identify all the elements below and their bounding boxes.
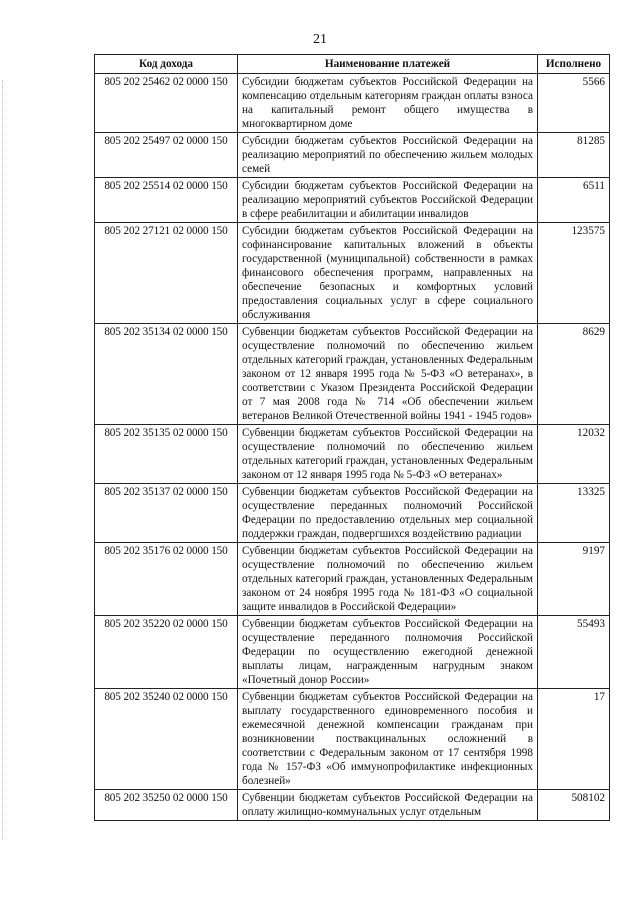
income-code-cell: 805 202 25514 02 0000 150: [95, 178, 238, 223]
table-row: [95, 543, 610, 616]
payment-name-cell: Субвенции бюджетам субъектов Российской Федерации на выплату государственного единовременного пособия и ежемесячной денежной компенсации гражданам при возникновении поствакцинальных осложнений в соответствии с Федеральным законом от 17 сентября 1998 года № 157-ФЗ «Об иммунопрофилактике инфекционных болезней»: [238, 689, 538, 790]
table-row: [95, 484, 610, 543]
executed-amount-cell: 13325: [538, 484, 610, 543]
income-code-cell: 805 202 35240 02 0000 150: [95, 689, 238, 790]
executed-amount-cell: 9197: [538, 543, 610, 616]
table-row: [95, 178, 610, 223]
table-row: [95, 616, 610, 689]
table-row: [95, 324, 610, 425]
executed-amount-cell: 8629: [538, 324, 610, 425]
executed-amount-cell: 123575: [538, 223, 610, 324]
page-number: 21: [313, 32, 327, 47]
table-row: [95, 74, 610, 133]
table-row: [95, 223, 610, 324]
payment-name-cell: Субвенции бюджетам субъектов Российской Федерации на оплату жилищно-коммунальных услуг отдельным: [238, 790, 538, 821]
table-row: [95, 790, 610, 821]
header-income-code: Код дохода: [95, 55, 238, 74]
executed-amount-cell: 55493: [538, 616, 610, 689]
executed-amount-cell: 6511: [538, 178, 610, 223]
payment-name-cell: Субсидии бюджетам субъектов Российской Федерации на софинансирование капитальных вложений в объекты государственной (муниципальной) собственности в рамках финансового обеспечения программ, направленных на обеспечение безопасных и комфортных условий предоставления социальных услуг в сфере социального обслуживания: [238, 223, 538, 324]
income-code-cell: 805 202 35176 02 0000 150: [95, 543, 238, 616]
payment-name-cell: Субвенции бюджетам субъектов Российской Федерации на осуществление переданного полномочия Российской Федерации по осуществлению ежегодной денежной выплаты лицам, награжденным нагрудным знаком «Почетный донор России»: [238, 616, 538, 689]
executed-amount-cell: 17: [538, 689, 610, 790]
income-code-cell: 805 202 25462 02 0000 150: [95, 74, 238, 133]
header-payment-name: Наименование платежей: [238, 55, 538, 74]
table-row: [95, 133, 610, 178]
income-code-cell: 805 202 25497 02 0000 150: [95, 133, 238, 178]
income-code-cell: 805 202 27121 02 0000 150: [95, 223, 238, 324]
header-executed-amount: Исполнено: [538, 55, 610, 74]
income-code-cell: 805 202 35250 02 0000 150: [95, 790, 238, 821]
scan-edge-mark: [2, 80, 4, 840]
table-row: [95, 425, 610, 484]
income-code-cell: 805 202 35220 02 0000 150: [95, 616, 238, 689]
payment-name-cell: Субсидии бюджетам субъектов Российской Федерации на компенсацию отдельным категориям граждан оплаты взноса на капитальный ремонт общего имущества в многоквартирном доме: [238, 74, 538, 133]
payment-name-cell: Субвенции бюджетам субъектов Российской Федерации на осуществление переданных полномочий Российской Федерации по предоставлению отдельных мер социальной поддержки граждан, подвергшихся воздействию радиации: [238, 484, 538, 543]
executed-amount-cell: 5566: [538, 74, 610, 133]
executed-amount-cell: 508102: [538, 790, 610, 821]
payment-name-cell: Субвенции бюджетам субъектов Российской Федерации на осуществление полномочий по обеспечению жильем отдельных категорий граждан, установленных Федеральным законом от 12 января 1995 года № 5-ФЗ «О ветеранах», в соответствии с Указом Президента Российской Федерации от 7 мая 2008 года № 714 «Об обеспечении жильем ветеранов Великой Отечественной войны 1941 - 1945 годов»: [238, 324, 538, 425]
income-code-cell: 805 202 35135 02 0000 150: [95, 425, 238, 484]
income-code-cell: 805 202 35137 02 0000 150: [95, 484, 238, 543]
executed-amount-cell: 12032: [538, 425, 610, 484]
payment-name-cell: Субсидии бюджетам субъектов Российской Федерации на реализацию мероприятий субъектов Российской Федерации в сфере реабилитации и абилитации инвалидов: [238, 178, 538, 223]
table-header-row: [95, 55, 610, 74]
payment-name-cell: Субвенции бюджетам субъектов Российской Федерации на осуществление полномочий по обеспечению жильем отдельных категорий граждан, установленных Федеральным законом от 24 ноября 1995 года № 181-ФЗ «О социальной защите инвалидов в Российской Федерации»: [238, 543, 538, 616]
budget-income-table: [94, 54, 610, 821]
payment-name-cell: Субвенции бюджетам субъектов Российской Федерации на осуществление полномочий по обеспечению жильем отдельных категорий граждан, установленных Федеральным законом от 12 января 1995 года № 5-ФЗ «О ветеранах»: [238, 425, 538, 484]
executed-amount-cell: 81285: [538, 133, 610, 178]
income-code-cell: 805 202 35134 02 0000 150: [95, 324, 238, 425]
payment-name-cell: Субсидии бюджетам субъектов Российской Федерации на реализацию мероприятий по обеспечению жильем молодых семей: [238, 133, 538, 178]
table-row: [95, 689, 610, 790]
